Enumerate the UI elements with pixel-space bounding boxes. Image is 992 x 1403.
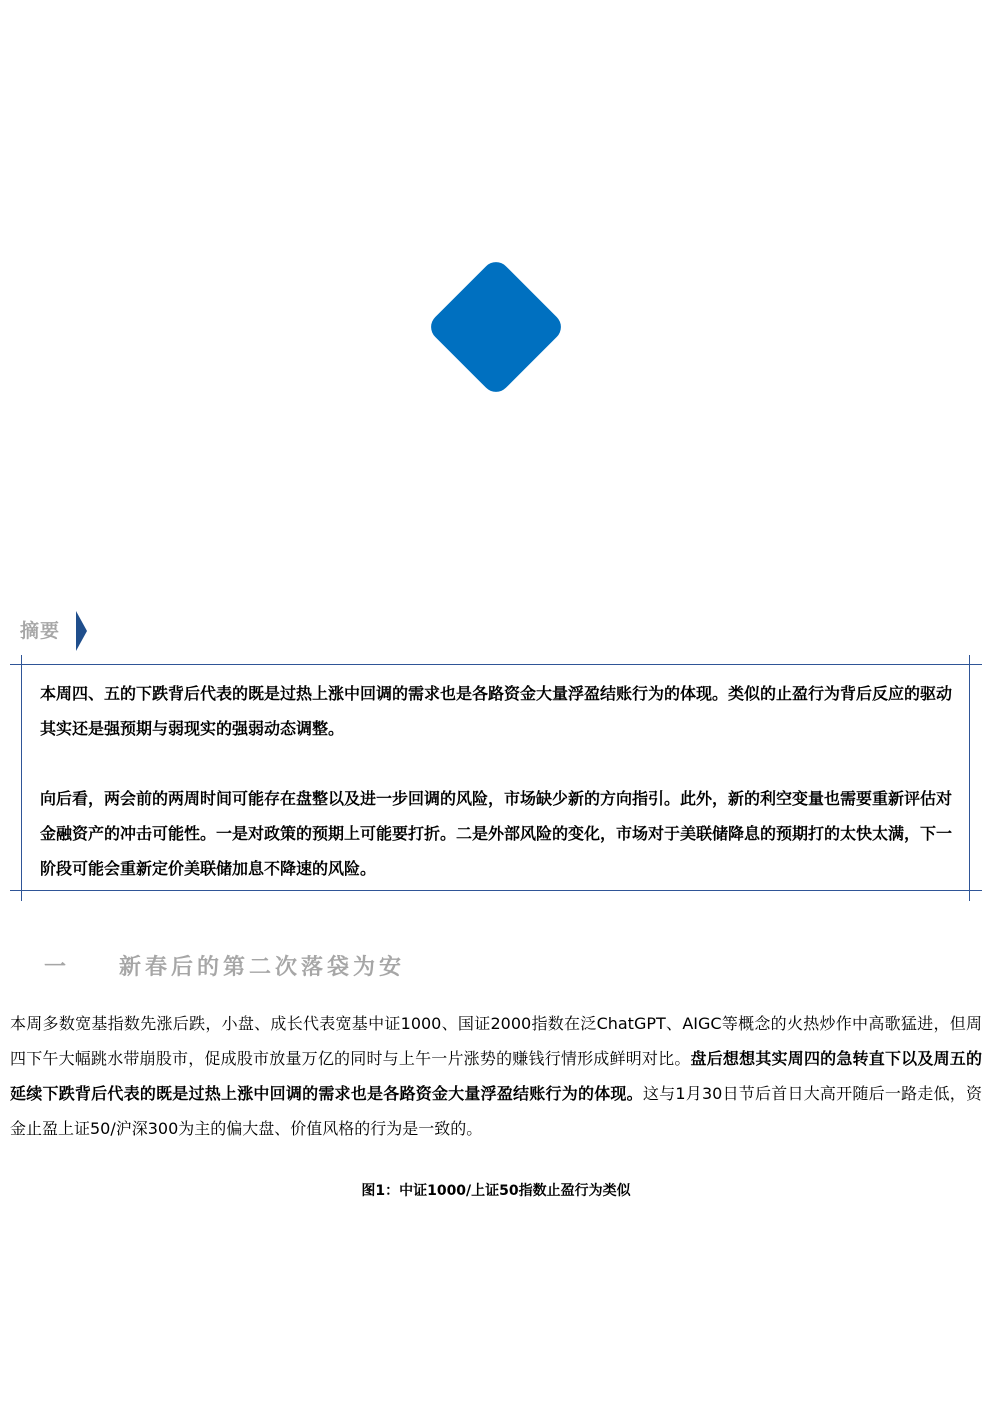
body-paragraph bbox=[10, 1006, 982, 1146]
triangle-right-icon bbox=[76, 611, 87, 651]
abstract-paragraph: 本周四、五的下跌背后代表的既是过热上涨中回调的需求也是各路资金大量浮盈结账行为的体现。类似的止盈行为背后反应的驱动其实还是强预期与弱现实的强弱动态调整。 bbox=[40, 684, 953, 738]
figure-caption: 图1：中证1000/上证50指数止盈行为类似 bbox=[361, 1183, 631, 1199]
body-text-bold: 盘后想想其实周四的急转直下以及周五的延续下跌背后代表的既是过热上涨中回调的需求也是各路资金大量浮盈结账行为的体现。 bbox=[10, 1049, 982, 1103]
section-title: 新春后的第二次落袋为安 bbox=[119, 955, 406, 980]
abstract-body bbox=[40, 676, 952, 886]
abstract-frame-top bbox=[10, 664, 982, 665]
diamond-icon bbox=[425, 256, 566, 397]
body-text: 这与1月30日节后首日大高开随后一路走低，资金止盈上证50/沪深300为主的偏大盘、价值风格的行为是一致的。 bbox=[10, 1084, 982, 1138]
abstract-paragraph: 向后看，两会前的两周时间可能存在盘整以及进一步回调的风险，市场缺少新的方向指引。此外，新的利空变量也需要重新评估对金融资产的冲击可能性。一是对政策的预期上可能要打折。二是外部风险的变化，市场对于美联储降息的预期打的太快太满，下一阶段可能会重新定价美联储加息不降速的风险。 bbox=[40, 789, 953, 878]
abstract-frame-right bbox=[969, 655, 970, 901]
abstract-frame-bottom bbox=[10, 890, 982, 891]
section-number: 一 bbox=[44, 955, 67, 980]
body-text: 本周多数宽基指数先涨后跌，小盘、成长代表宽基中证1000、国证2000指数在泛ChatGPT、AIGC等概念的火热炒作中高歌猛进，但周四下午大幅跳水带崩股市，促成股市放量万亿的同时与上午一片涨势的赚钱行情形成鲜明对比。 bbox=[10, 1014, 982, 1068]
abstract-frame-left bbox=[21, 655, 22, 901]
abstract-heading: 摘要 bbox=[20, 620, 61, 642]
